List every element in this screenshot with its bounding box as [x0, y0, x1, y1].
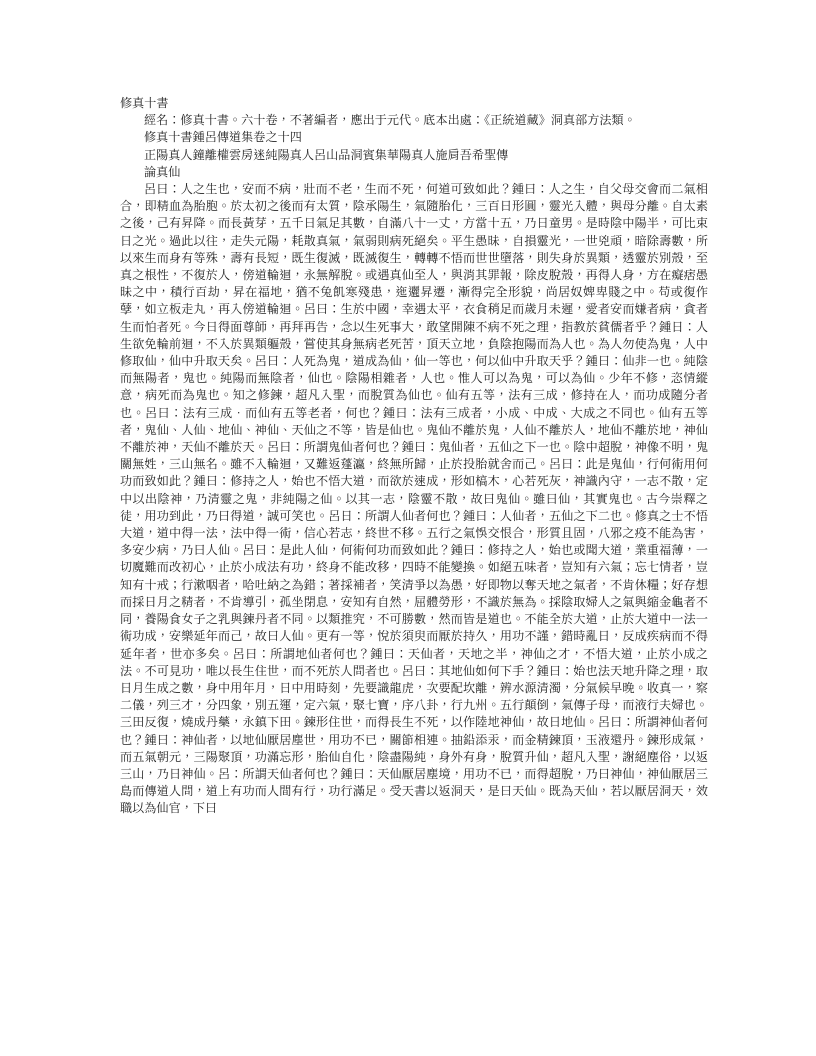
attribution-line: 正陽真人鐘離權雲房迷純陽真人呂山品洞賓集華陽真人施肩吾希聖傳	[144, 147, 509, 162]
scripture-metadata-line: 經名：修真十書。六十卷，不著編者，應出于元代。底本出處：《正統道藏》洞真部方法類。	[144, 113, 636, 128]
document-text-block	[120, 95, 708, 818]
chapter-heading: 論真仙	[144, 164, 181, 179]
body-paragraph: 呂曰：人之生也，安而不病，壯而不老，生而不死，何道可致如此？鍾曰：人之生，自父母交會而二氣相合，即精血為胎胞。於太初之後而有太質，陰承陽生，氣隨胎化，三百日形圓，靈光入體，與母分離。自太素之後，己有昇降。而長黃芽，五千日氣足其數，自滿八十一丈，方當十五，乃日童男。是時陰中陽半，可比束日之光。過此以往，走失元陽，耗散真氣，氣弱則病死絕矣。平生愚昧，自損靈光，一世兇頑，暗除壽數，所以來生而身有等殊，壽有長短，既生復滅，既滅復生，轉轉不悟而世世墮落，則失身於異類，透靈於別殼，至真之根性，不復於人，傍道輪迴，永無解脫。或遇真仙至人，與消其罪報，除皮脫殼，再得人身，方在癡痞愚昧之中，積行百劫，昇在福地，猶不兔飢寒殘患，迤邐昇遷，漸得完全形貌，尚居奴婢卑賤之中。苟或復作孽，如立板走丸，再入傍道輪迴。呂曰：生於中國，幸遇太平，衣食稍足而歲月未遲，愛者安而嫌者病，貪者生而怕者死。今日得面尊師，再拜再告，念以生死事大，敢望開陳不病不死之理，指教於貧儒者乎？鍾日：人生欲免輪前迴，不入於異類軀殼，嘗使其身無病老死苦，頂天立地，負陰抱陽而為人也。為人勿使為鬼，人中修取仙，仙中升取天矣。呂曰：人死為鬼，道成為仙，仙一等也，何以仙中升取天乎？鍾曰：仙非一也。純陰而無陽者，鬼也。純陽而無陰者，仙也。陰陽相雜者，人也。惟人可以為鬼，可以為仙。少年不修，恣情縱意，病死而為鬼也。知之修鍊，超凡入聖，而脫質為仙也。仙有五等，法有三成，修持在人，而功成隨分者也。呂曰：法有三成．而仙有五等老者，何也？鍾曰：法有三成者，小成、中成、大成之不同也。仙有五等者，鬼仙、人仙、地仙、神仙、天仙之不等，皆是仙也。鬼仙不離於鬼，人仙不離於人，地仙不離於地，神仙不離於神，天仙不離於天。呂曰：所謂鬼仙者何也？鍾曰：鬼仙者，五仙之下一也。陰中超脫，神像不明，鬼關無姓，三山無名。雖不入輪迴，又難返蓬瀛，終無所歸，止於投胎就舍而己。呂曰：此是鬼仙，行何術用何功而致如此？鍾曰：修持之人，始也不悟大道，而欲於速成，形如槁木，心若死灰，神識內守，一志不散，定中以出陰神，乃清靈之鬼，非純陽之仙。以其一志，陰靈不散，故曰鬼仙。雖曰仙，其實鬼也。古今崇釋之徒，用功到此，乃曰得道，誠可笑也。呂日：所謂人仙者何也？鍾曰：人仙者，五仙之下二也。修真之士不悟大道，道中得一法，法中得一術，信心若志，終世不移。五行之氣悞交恨合，形質且固，八邪之疫不能為害，多安少病，乃曰人仙。呂曰：是此人仙，何術何功而致如此？鍾曰：修持之人，始也或聞大道，業重福薄，一切魔難而改初心，止於小成法有功，終身不能改移，四時不能變換。如絕五味者，豈知有六氣；忘七情者，豈知有十戒；行漱咽者，哈吐納之為錯；著採補者，笑清爭以為愚，好即物以奪天地之氣者，不肯休糧；好存想而採日月之精者，不肯導引，孤坐閉息，安知有自然，屈體勞形，不識於無為。採陰取婦人之氣與縮金龜者不同，養陽食女子之乳與鍊丹者不同。以類推究，不可勝數，然而皆是道也。不能全於大道，止於大道中一法一術功成，安樂延年而己，故曰人仙。更有一等，悅於須臾而厭於持久，用功不謹，錯時亂日，反成疾病而不得延年者，世亦多矣。呂曰：所謂地仙者何也？鍾曰：天仙者，天地之半，神仙之才，不悟大道，止於小成之法。不可見功，唯以長生住世，而不死於人問者也。呂曰：其地仙如何下手？鍾曰：始也法天地升降之理，取日月生成之數，身中用年月，日中用時刻，先要識龍虎，次要配坎離，辨水源清濁，分氣候早晚。收真一，察二儀，列三才，分四象，別五運，定六氣，聚七寶，序八卦，行九州。五行顛倒，氣傳子母，而液行夫婦也。三田反復，燒成丹藥，永鎮下田。鍊形住世，而得長生不死，以作陸地神仙，故日地仙。呂曰：所謂神仙者何也？鍾曰：神仙者，以地仙厭居塵世，用功不已，關節相連。抽鉛添汞，而金精鍊頂，玉液還丹。鍊形成氣，而五氣朝元，三陽聚頂，功滿忘形，胎仙自化，陰盡陽純，身外有身，脫質升仙，超凡入聖，謝絕塵俗，以返三山，乃日神仙。呂：所謂天仙者何也？鍾曰：天仙厭居塵境，用功不已，而得超脫，乃曰神仙，神仙厭居三島而傳道人問，道上有功而人間有行，功行滿足。受天書以返洞天，是曰天仙。既為天仙，若以厭居洞天，效職以為仙官，下曰	[120, 182, 708, 816]
document-title: 修真十書	[120, 96, 169, 110]
volume-heading: 修真十書鍾呂傳道集卷之十四	[144, 130, 302, 145]
